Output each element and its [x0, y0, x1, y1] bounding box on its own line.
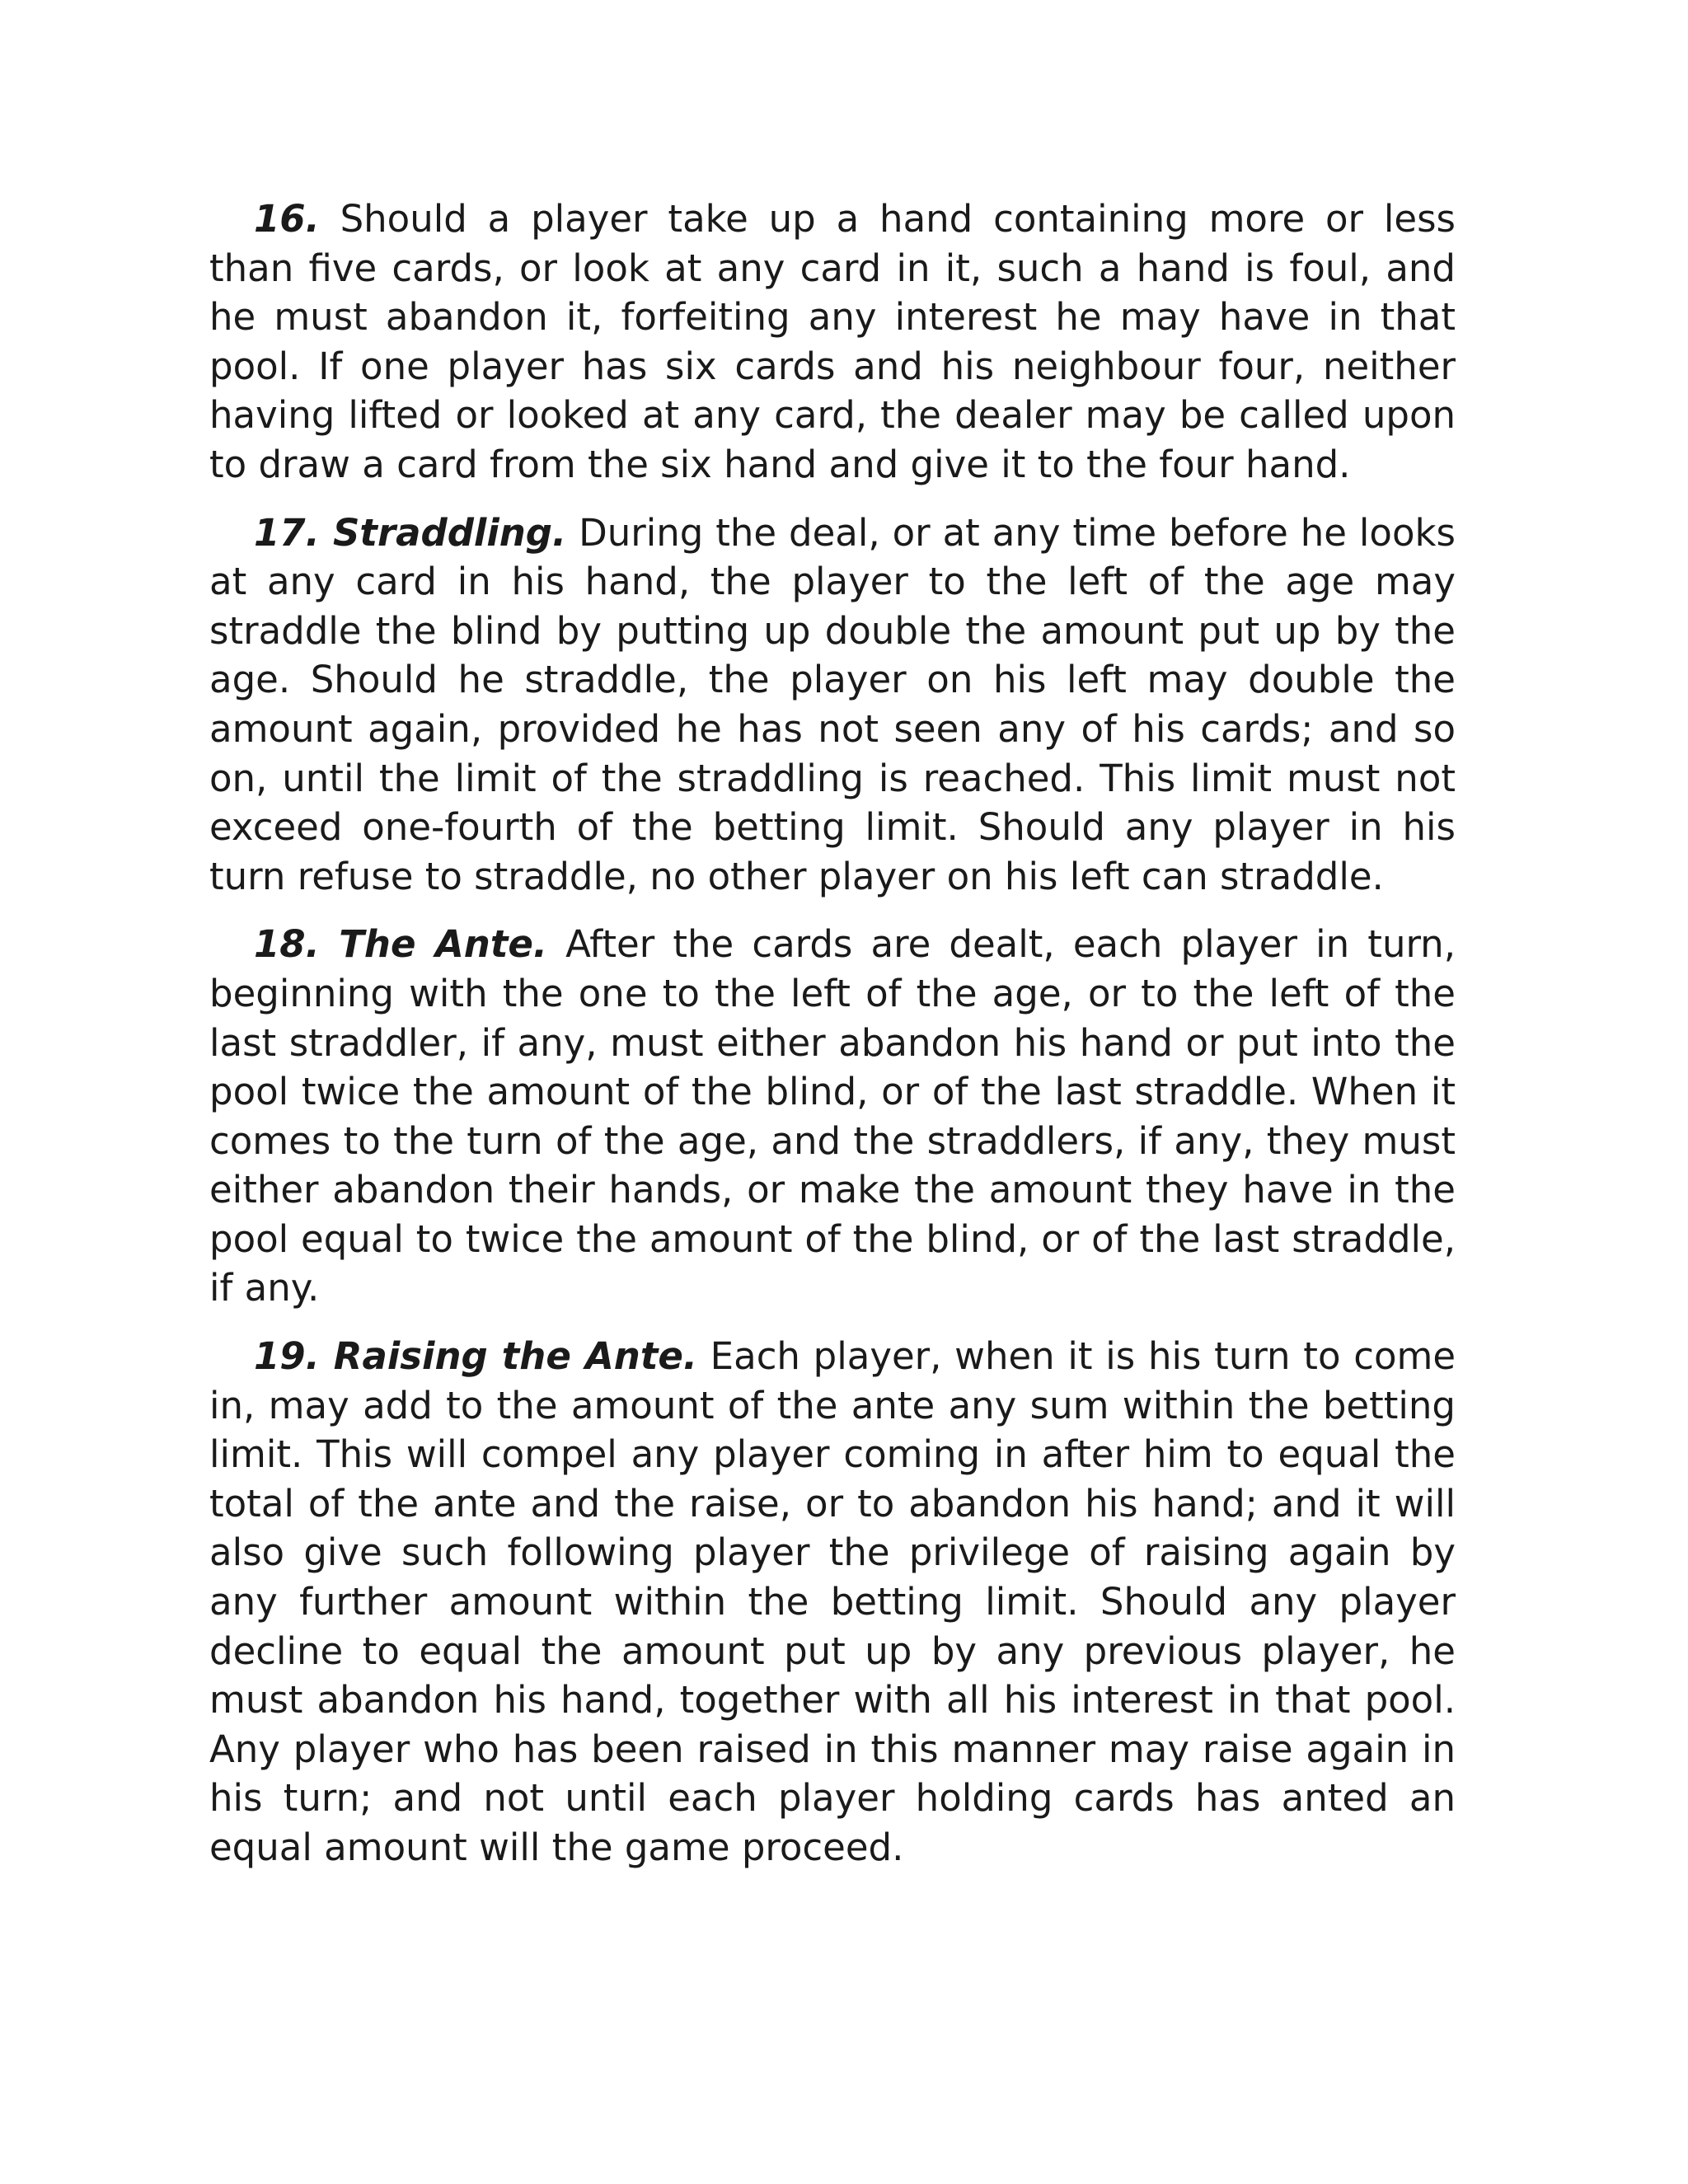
rule-17-text: During the deal, or at any time before he looks at any card in his hand, the player to the left of the age may straddle the blind by putting up double the amount put up by the age. Should he straddle, the player on his left may double the amount again, provided he has not seen any of his cards; and so on, until the limit of the straddling is reached. This limit must not exceed one-fourth of the betting limit. Should any player in his turn refuse to straddle, no other player on his left can straddle. — [209, 510, 1456, 898]
rule-16-heading: 16. — [254, 197, 320, 241]
rule-16 — [209, 194, 1456, 490]
document-page — [209, 194, 1456, 1891]
rule-18-text: After the cards are dealt, each player in turn, beginning with the one to the left of the age, or to the left of the last straddler, if any, must either abandon his hand or put into the pool twice the amount of the blind, or of the last straddle. When it comes to the turn of the age, and the straddlers, if any, they must either abandon their hands, or make the amount they have in the pool equal to twice the amount of the blind, or of the last straddle, if any. — [209, 922, 1456, 1310]
rule-19-heading: 19. Raising the Ante. — [254, 1334, 697, 1379]
rule-18-the-ante — [209, 920, 1456, 1313]
rule-19-text: Each player, when it is his turn to come in, may add to the amount of the ante any sum within the betting limit. This will compel any player coming in after him to equal the total of the ante and the raise, or to abandon his hand; and it will also give such following player the privilege of raising again by any further amount within the betting limit. Should any player decline to equal the amount put up by any previous player, he must abandon his hand, together with all his interest in that pool. Any player who has been raised in this manner may raise again in his turn; and not until each player holding cards has anted an equal amount will the game proceed. — [209, 1334, 1456, 1869]
rule-19-raising-the-ante — [209, 1332, 1456, 1872]
rule-17-straddling — [209, 509, 1456, 902]
rule-18-heading: 18. The Ante. — [254, 922, 547, 967]
rule-17-heading: 17. Straddling. — [254, 510, 567, 555]
rule-16-text: Should a player take up a hand containing more or less than five cards, or look at any card in it, such a hand is foul, and he must abandon it, forfeiting any interest he may have in that pool. If one player has six cards and his neighbour four, neither having lifted or looked at any card, the dealer may be called upon to draw a card from the six hand and give it to the four hand. — [209, 197, 1456, 486]
